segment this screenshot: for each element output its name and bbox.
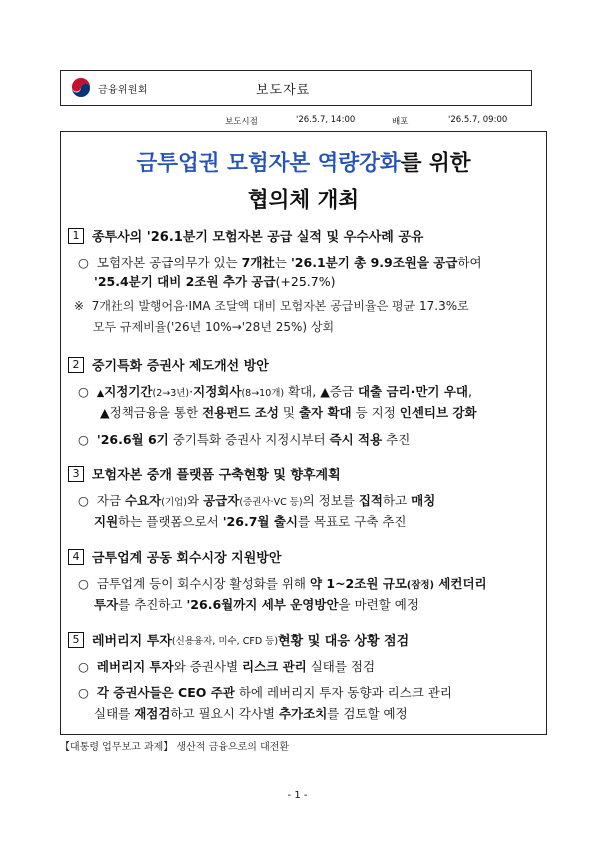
section-2-heading: [68, 355, 269, 374]
section-1-note-line-2: 모두 규제비율('26년 10%→'28년 25%) 상회: [93, 320, 335, 334]
bullet-icon: ○: [78, 659, 89, 674]
section-5-heading: 5 레버리지 투자 (신용융자, 미수, CFD 등) 현황 및 대응 상황 점검: [68, 630, 409, 649]
section-2-bullet-2: ○ '26.6월 6기 중기특화 증권사 지정시부터 즉시 적용 추진: [78, 432, 411, 447]
page-number: - 1 -: [287, 790, 308, 801]
section-2-bullet-1-cont: ▲정책금융을 통한 전용펀드 조성 및 출자 확대 등 지정 인센티브 강화: [100, 405, 477, 420]
section-title: 중기특화 증권사 제도개선 방안: [92, 359, 269, 374]
distribution-time: '26.5.7, 09:00: [448, 115, 508, 125]
bullet-icon: ○: [78, 432, 89, 447]
bullet-icon: ○: [78, 384, 89, 399]
section-3-heading: [68, 464, 341, 483]
section-1-bullet-1: ○ 모험자본 공급의무가 있는 7개社는 '26.1분기 총 9.9조원을 공급하여: [78, 255, 482, 270]
section-4-bullet-1: ○ 금투업계 등이 회수시장 활성화를 위해 약 1~2조원 규모(잠정) 세컨더리: [78, 576, 487, 591]
section-4-heading: [68, 547, 281, 566]
title-rest: 를 위한: [400, 151, 471, 176]
page-title-line1: [60, 146, 547, 177]
section-number: 1: [68, 228, 84, 244]
section-number: 3: [68, 466, 84, 482]
page-title-line2: 협의체 개최: [247, 188, 360, 213]
section-3-bullet-1: ○ 자금 수요자(기업)와 공급자(증권사·VC 등)의 정보를 집적하고 매칭: [78, 493, 436, 508]
section-number: 4: [68, 549, 84, 565]
section-title: 종투사의 '26.1분기 모험자본 공급 실적 및 우수사례 공유: [92, 230, 424, 245]
release-time: '26.5.7, 14:00: [296, 115, 356, 125]
section-1-heading: [68, 226, 423, 245]
org-name: 금융위원회: [98, 84, 148, 96]
section-5-bullet-2-cont: 실태를 재점검하고 필요시 각사별 추가조치를 검토할 예정: [94, 706, 408, 721]
section-4-bullet-1-cont: 투자를 추진하고 '26.6월까지 세부 운영방안을 마련할 예정: [94, 597, 419, 612]
bullet-icon: ○: [78, 576, 89, 591]
section-3-bullet-1-cont: 지원하는 플랫폼으로서 '26.7월 출시를 목표로 구축 추진: [94, 514, 407, 529]
bullet-icon: ○: [78, 493, 89, 508]
policy-task-note: 【대통령 업무보고 과제】 생산적 금융으로의 대전환: [60, 742, 290, 753]
section-5-bullet-2: ○ 각 증권사들은 CEO 주관 하에 레버리지 투자 동향과 리스크 관리: [78, 685, 452, 700]
section-number: 5: [68, 632, 84, 648]
section-title: 모험자본 중개 플랫폼 구축현황 및 향후계획: [92, 468, 341, 483]
section-title: 금투업계 공동 회수시장 지원방안: [92, 551, 282, 566]
release-label: 보도시점: [225, 117, 258, 127]
taegeuk-logo-icon: [70, 77, 92, 99]
section-2-bullet-1: ○ ▲지정기간(2→3년)·지정회사(8→10개) 확대, ▲증금 대출 금리·만기 우대,: [78, 384, 472, 399]
org-logo: [70, 76, 190, 100]
distribution-label: 배포: [392, 117, 409, 127]
section-1-note-line-1: ※ 7개社의 발행어음·IMA 조달액 대비 모험자본 공급비율은 평균 17.3%로: [74, 299, 469, 313]
bullet-icon: ○: [78, 685, 89, 700]
section-1-bullet-1-cont: '25.4분기 대비 2조원 추가 공급(+25.7%): [94, 274, 336, 289]
title-highlight: 금투업권 모험자본 역량강화: [136, 151, 401, 176]
doc-type: 보도자료: [256, 83, 311, 98]
section-5-bullet-1: ○ 레버리지 투자와 증권사별 리스크 관리 실태를 점검: [78, 659, 376, 674]
bullet-icon: ○: [78, 255, 89, 270]
section-number: 2: [68, 357, 84, 373]
note-mark-icon: ※: [74, 299, 85, 313]
